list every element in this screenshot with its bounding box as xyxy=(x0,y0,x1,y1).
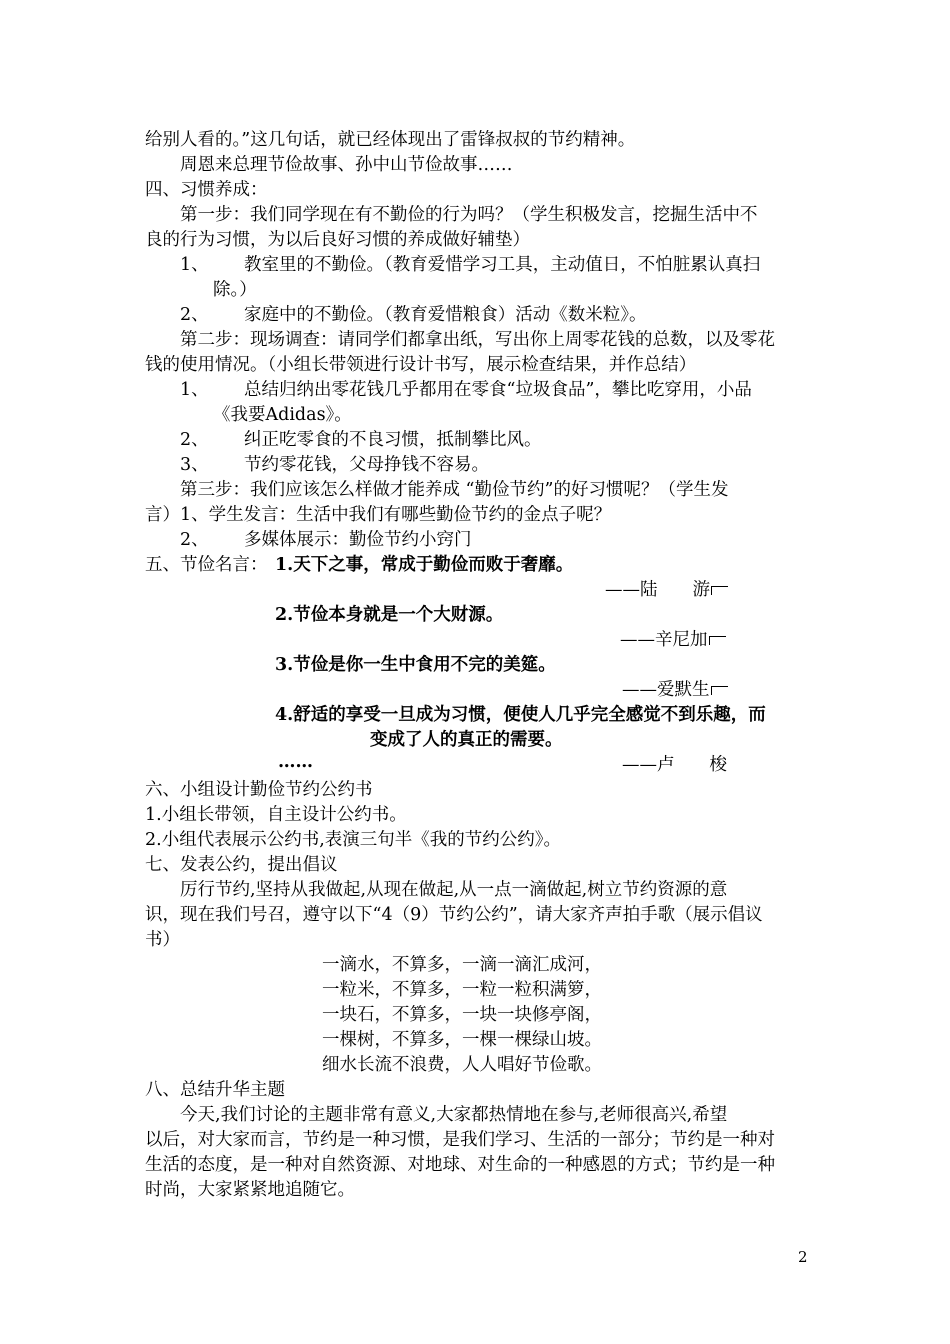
page-number: 2 xyxy=(798,1248,808,1266)
list-item xyxy=(180,453,489,478)
ellipsis: …… xyxy=(278,752,313,772)
list-number: 3、 xyxy=(180,455,209,475)
bracket-mark xyxy=(711,586,728,595)
list-item xyxy=(180,528,472,553)
body-line: 厉行节约,坚持从我做起,从现在做起,从一点一滴做起,树立节约资源的意 xyxy=(180,880,728,900)
body-line: 时尚，大家紧紧地追随它。 xyxy=(145,1180,355,1200)
section-heading: 六、小组设计勤俭节约公约书 xyxy=(145,780,373,800)
section-heading: 八、总结升华主题 xyxy=(145,1080,285,1100)
body-line: 第二步：现场调查：请同学们都拿出纸，写出你上周零花钱的总数，以及零花 xyxy=(180,330,775,350)
list-text: 总结归纳出零花钱几乎都用在零食“垃圾食品”，攀比吃穿用，小品 xyxy=(244,380,752,400)
body-line: 第一步：我们同学现在有不勤俭的行为吗？（学生积极发言，挖掘生活中不 xyxy=(180,205,758,225)
body-line: 言）1、学生发言：生活中我们有哪些勤俭节约的金点子呢？ xyxy=(145,505,612,525)
list-number: 2、 xyxy=(180,305,209,325)
quote-text: 3.节俭是你一生中食用不完的美筵。 xyxy=(275,655,556,675)
poem-line: 一块石，不算多，一块一块修亭阁， xyxy=(322,1005,602,1025)
body-line: 良的行为习惯，为以后良好习惯的养成做好辅垫） xyxy=(145,230,530,250)
section-heading: 七、发表公约，提出倡议 xyxy=(145,855,338,875)
body-line: 给别人看的。”这几句话，就已经体现出了雷锋叔叔的节约精神。 xyxy=(145,130,636,150)
bracket-mark xyxy=(711,686,728,695)
quote-text: 2.节俭本身就是一个大财源。 xyxy=(275,605,504,625)
quote-text-cont: 变成了人的真正的需要。 xyxy=(370,730,563,750)
list-item-cont: 《我要Adidas》。 xyxy=(213,405,352,425)
body-line: 以后，对大家而言，节约是一种习惯，是我们学习、生活的一部分；节约是一种对 xyxy=(145,1130,775,1150)
body-line: 书） xyxy=(145,930,180,950)
list-text: 家庭中的不勤俭。（教育爱惜粮食）活动《数米粒》。 xyxy=(244,305,647,325)
list-item xyxy=(180,378,752,403)
list-text: 纠正吃零食的不良习惯，抵制攀比风。 xyxy=(244,430,542,450)
list-item: 2.小组代表展示公约书,表演三句半《我的节约公约》。 xyxy=(145,830,562,850)
list-item-cont: 除。） xyxy=(213,280,257,300)
body-line: 钱的使用情况。（小组长带领进行设计书写，展示检查结果，并作总结） xyxy=(145,355,697,375)
list-item xyxy=(180,303,647,328)
body-line: 周恩来总理节俭故事、孙中山节俭故事…… xyxy=(180,155,513,175)
list-number: 2、 xyxy=(180,430,209,450)
quote-text: 4.舒适的享受一旦成为习惯，便使人几乎完全感觉不到乐趣，而 xyxy=(275,705,766,725)
bracket-mark xyxy=(709,636,726,645)
section-heading: 五、节俭名言： xyxy=(145,555,268,575)
list-item xyxy=(180,253,760,278)
poem-line: 一棵树，不算多，一棵一棵绿山坡。 xyxy=(322,1030,602,1050)
body-line: 生活的态度，是一种对自然资源、对地球、对生命的一种感恩的方式；节约是一种 xyxy=(145,1155,775,1175)
list-number: 2、 xyxy=(180,530,209,550)
body-line: 第三步：我们应该怎么样做才能养成 “勤俭节约”的好习惯呢？（学生发 xyxy=(180,480,729,500)
list-item xyxy=(180,428,542,453)
quote-author: ——陆 游 xyxy=(605,578,728,603)
quote-text: 1.天下之事，常成于勤俭而败于奢靡。 xyxy=(275,555,574,575)
poem-line: 细水长流不浪费，人人唱好节俭歌。 xyxy=(322,1055,602,1075)
list-item: 1.小组长带领，自主设计公约书。 xyxy=(145,805,407,825)
list-text: 教室里的不勤俭。（教育爱惜学习工具，主动值日，不怕脏累认真扫 xyxy=(244,255,761,275)
quote-author: ——辛尼加 xyxy=(620,628,726,653)
quote-author: ——爱默生 xyxy=(622,678,728,703)
poem-line: 一滴水，不算多，一滴一滴汇成河， xyxy=(322,955,602,975)
list-text: 多媒体展示：勤俭节约小窍门 xyxy=(244,530,472,550)
poem-line: 一粒米，不算多，一粒一粒积满箩， xyxy=(322,980,602,1000)
section-heading: 四、习惯养成： xyxy=(145,180,268,200)
list-text: 节约零花钱，父母挣钱不容易。 xyxy=(244,455,489,475)
quote-author: ——卢 梭 xyxy=(622,755,727,775)
body-line: 今天,我们讨论的主题非常有意义,大家都热情地在参与,老师很高兴,希望 xyxy=(180,1105,728,1125)
list-number: 1、 xyxy=(180,380,209,400)
body-line: 识，现在我们号召，遵守以下“4（9）节约公约”，请大家齐声拍手歌（展示倡议 xyxy=(145,905,763,925)
list-number: 1、 xyxy=(180,255,209,275)
